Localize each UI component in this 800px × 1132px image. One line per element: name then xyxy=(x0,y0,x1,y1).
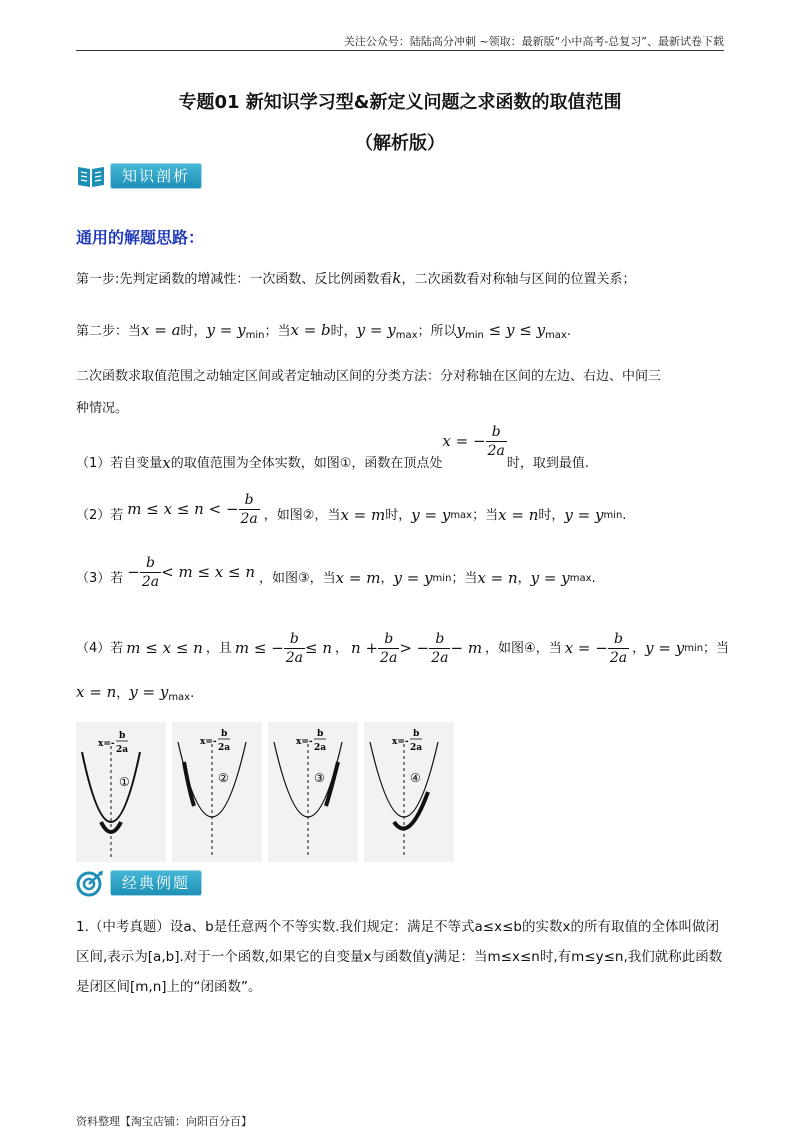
svg-text:b: b xyxy=(317,729,324,739)
svg-text:2a: 2a xyxy=(218,743,231,753)
section-badge-knowledge xyxy=(76,162,202,190)
page-subtitle: （解析版） xyxy=(355,133,445,154)
case4-text: （4）若 m ≤ x ≤ n ，且 m ≤ − $\frac{b}{2a}$ ≤ n ， n + $\frac{b}{2a}$ > − $\frac{b}{2a}$ − m ，如图④，当 x = − $\frac{b}{2a}$ ， y = y min ；当 xyxy=(76,630,730,666)
book-icon xyxy=(76,163,106,189)
svg-text:②: ② xyxy=(218,771,229,785)
case4-text-cont: x = n，$y = y_{max}$. xyxy=(76,683,195,703)
case2-text: （2）若 m ≤ x ≤ n < − $\frac{b}{2a}$ ，如图②，当 x = m 时， y = y max ；当 x = n 时， y = y min . xyxy=(76,491,627,527)
section-badge-examples xyxy=(76,869,202,897)
svg-text:2a: 2a xyxy=(410,743,423,753)
svg-text:x=-: x=- xyxy=(98,739,115,749)
figure-4 xyxy=(364,722,454,862)
figure-3 xyxy=(268,722,358,862)
parabola-figures xyxy=(76,722,456,866)
svg-text:①: ① xyxy=(119,775,130,789)
svg-text:2a: 2a xyxy=(314,743,327,753)
svg-text:③: ③ xyxy=(314,771,325,785)
step2-text: 第二步：当x = a时，$y = y_{min}$；当x = b时，$y = y_{max}$；所以$y_{min} \le y \le y_{max}$. xyxy=(76,321,571,341)
page-title: 专题01 新知识学习型&新定义问题之求函数的取值范围 xyxy=(178,92,622,113)
svg-text:b: b xyxy=(221,729,228,739)
figure-1 xyxy=(76,722,166,862)
target-icon xyxy=(76,869,106,897)
step1-text: 第一步:先判定函数的增减性：一次函数、反比例函数看k，二次函数看对称轴与区间的位置关系； xyxy=(76,269,636,287)
example-1-text: 1.（中考真题）设a、b是任意两个不等实数.我们规定：满足不等式a≤x≤b的实数x的所有取值的全体叫做闭区间,表示为[a,b].对于一个函数,如果它的自变量x与函数值y满足：当m≤x≤n时,有m≤y≤n,我们就称此函数是闭区间[m,n]上的“闭函数”。 xyxy=(76,919,723,995)
para3-line2: 种情况。 xyxy=(76,401,129,416)
header-divider xyxy=(76,50,724,51)
footer-text: 资料整理【淘宝店铺：向阳百分百】 xyxy=(76,1115,252,1128)
svg-text:b: b xyxy=(119,731,126,741)
figure-2 xyxy=(172,722,262,862)
general-heading: 通用的解题思路： xyxy=(76,228,205,247)
header-text: 关注公众号：陆陆高分冲刺 ~领取：最新版“小中高考-总复习”、最新试卷下载 xyxy=(343,35,724,48)
svg-text:④: ④ xyxy=(410,771,421,785)
section-label-knowledge: 知识剖析 xyxy=(110,163,202,189)
svg-text:b: b xyxy=(413,729,420,739)
svg-text:x=-: x=- xyxy=(392,737,409,747)
svg-text:x=-: x=- xyxy=(200,737,217,747)
svg-text:x=-: x=- xyxy=(296,737,313,747)
svg-text:2a: 2a xyxy=(116,745,129,755)
section-label-examples: 经典例题 xyxy=(110,870,202,896)
para3-line1: 二次函数求取值范围之动轴定区间或者定轴动区间的分类方法：分对称轴在区间的左边、右边、中间三 xyxy=(76,369,662,384)
case1-text: （1）若自变量 x 的取值范围为全体实数，如图①，函数在顶点处 x = − $\frac{b}{2a}$ 时，取到最值. xyxy=(76,424,589,472)
case3-text: （3）若 − $\frac{b}{2a}$ < m ≤ x ≤ n ，如图③，当 x = m ， y = y min ；当 x = n ， y = y max . xyxy=(76,554,596,590)
